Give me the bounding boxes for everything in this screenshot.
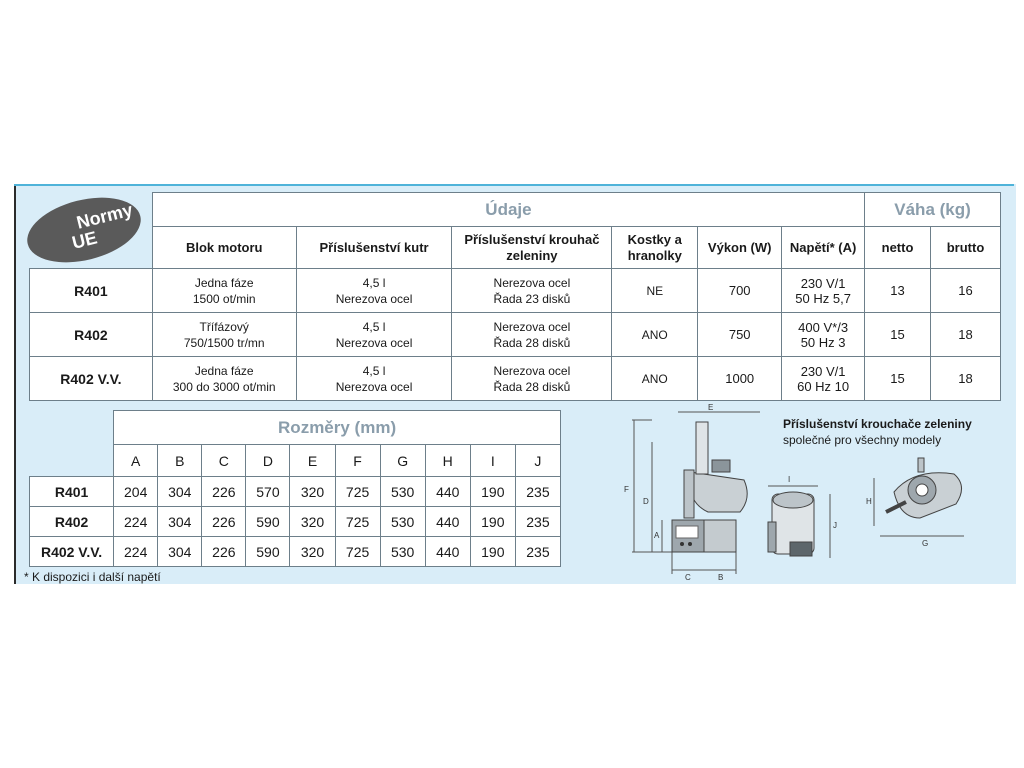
dim-value: 304 xyxy=(158,507,202,537)
dim-value: 235 xyxy=(515,537,560,567)
dim-value: 190 xyxy=(470,537,515,567)
dim-value: 440 xyxy=(425,477,470,507)
dim-value: 204 xyxy=(114,477,158,507)
voltage-cell: 230 V/1 60 Hz 10 xyxy=(782,357,865,401)
dim-label-c: C xyxy=(685,573,691,582)
dim-label-b: B xyxy=(718,573,724,582)
dim-value: 320 xyxy=(290,537,335,567)
slicer-cell: Nerezova ocel Řada 23 disků xyxy=(452,269,612,313)
badge-line2: UE xyxy=(69,227,100,253)
col-slicer: Příslušenství krouhač zeleniny xyxy=(452,227,612,269)
power-cell: 750 xyxy=(698,313,782,357)
dim-label-e: E xyxy=(708,403,714,412)
side-view-drawing xyxy=(760,472,840,572)
col-power: Výkon (W) xyxy=(698,227,782,269)
dim-label-i: I xyxy=(788,475,791,484)
dim-model-name: R402 V.V. xyxy=(30,537,114,567)
dim-value: 570 xyxy=(246,477,290,507)
col-voltage: Napětí* (A) xyxy=(782,227,865,269)
dim-col-header: I xyxy=(470,445,515,477)
power-cell: 1000 xyxy=(698,357,782,401)
cutter-cell: 4,5 l Nerezova ocel xyxy=(296,269,452,313)
dim-row xyxy=(30,477,561,507)
col-gross: brutto xyxy=(931,227,1001,269)
data-group-header: Údaje xyxy=(152,193,864,227)
dim-col-header: D xyxy=(246,445,290,477)
dice-cell: ANO xyxy=(612,313,698,357)
dim-row xyxy=(30,537,561,567)
dim-label-g: G xyxy=(922,539,929,548)
dim-value: 226 xyxy=(202,537,246,567)
dice-cell: NE xyxy=(612,269,698,313)
dim-col-header: B xyxy=(158,445,202,477)
panel-top-border xyxy=(14,184,1014,186)
dim-value: 226 xyxy=(202,477,246,507)
gross-weight-cell: 18 xyxy=(931,313,1001,357)
dim-value: 320 xyxy=(290,507,335,537)
dim-col-header: F xyxy=(335,445,380,477)
dice-cell: ANO xyxy=(612,357,698,401)
weight-group-header: Váha (kg) xyxy=(865,193,1001,227)
cutter-cell: 4,5 l Nerezova ocel xyxy=(296,313,452,357)
voltage-cell: 400 V*/3 50 Hz 3 xyxy=(782,313,865,357)
dim-value: 725 xyxy=(335,477,380,507)
dim-label-d: D xyxy=(643,497,649,506)
dim-label-f: F xyxy=(624,485,629,494)
dim-col-header: A xyxy=(114,445,158,477)
corner-cell xyxy=(30,193,153,227)
spec-table xyxy=(29,192,1001,401)
dimensions-title: Rozměry (mm) xyxy=(114,411,561,445)
dim-value: 224 xyxy=(114,507,158,537)
model-name: R402 xyxy=(30,313,153,357)
col-net: netto xyxy=(865,227,931,269)
dim-value: 590 xyxy=(246,537,290,567)
dim-col-header: E xyxy=(290,445,335,477)
net-weight-cell: 13 xyxy=(865,269,931,313)
gross-weight-cell: 16 xyxy=(931,269,1001,313)
badge-line1: Normy xyxy=(74,199,135,233)
dim-value: 226 xyxy=(202,507,246,537)
col-dice: Kostky a hranolky xyxy=(612,227,698,269)
dim-model-name: R401 xyxy=(30,477,114,507)
net-weight-cell: 15 xyxy=(865,313,931,357)
model-name: R402 V.V. xyxy=(30,357,153,401)
dim-value: 190 xyxy=(470,507,515,537)
dim-model-name: R402 xyxy=(30,507,114,537)
dim-label-j: J xyxy=(833,521,837,530)
motor-cell: Jedna fáze 1500 ot/min xyxy=(152,269,296,313)
cutter-cell: 4,5 l Nerezova ocel xyxy=(296,357,452,401)
dim-value: 235 xyxy=(515,507,560,537)
dim-value: 224 xyxy=(114,537,158,567)
dim-value: 440 xyxy=(425,537,470,567)
dim-label-h: H xyxy=(866,497,872,506)
power-cell: 700 xyxy=(698,269,782,313)
dim-value: 440 xyxy=(425,507,470,537)
net-weight-cell: 15 xyxy=(865,357,931,401)
dimensions-table xyxy=(29,410,561,567)
slicer-accessory-drawing xyxy=(864,452,974,548)
dim-col-header: C xyxy=(202,445,246,477)
dim-row xyxy=(30,507,561,537)
voltage-cell: 230 V/1 50 Hz 5,7 xyxy=(782,269,865,313)
motor-cell: Jedna fáze 300 do 3000 ot/min xyxy=(152,357,296,401)
dim-value: 304 xyxy=(158,477,202,507)
dim-value: 725 xyxy=(335,537,380,567)
spec-row xyxy=(30,313,1001,357)
accessory-subtitle: společné pro všechny modely xyxy=(783,433,942,447)
dim-value: 530 xyxy=(380,477,425,507)
spec-row xyxy=(30,269,1001,313)
machine-dimension-drawing xyxy=(612,402,772,582)
col-cutter: Příslušenství kutr xyxy=(296,227,452,269)
dim-value: 725 xyxy=(335,507,380,537)
col-motor: Blok motoru xyxy=(152,227,296,269)
dim-col-header: H xyxy=(425,445,470,477)
gross-weight-cell: 18 xyxy=(931,357,1001,401)
slicer-cell: Nerezova ocel Řada 28 disků xyxy=(452,313,612,357)
footnote: * K dispozici i další napětí xyxy=(24,570,161,584)
dim-value: 590 xyxy=(246,507,290,537)
dim-col-header: J xyxy=(515,445,560,477)
accessory-title: Příslušenství krouchače zeleniny xyxy=(783,417,972,431)
dim-value: 304 xyxy=(158,537,202,567)
dim-col-header: G xyxy=(380,445,425,477)
dim-value: 190 xyxy=(470,477,515,507)
dim-label-a: A xyxy=(654,531,660,540)
model-name: R401 xyxy=(30,269,153,313)
slicer-cell: Nerezova ocel Řada 28 disků xyxy=(452,357,612,401)
dim-value: 530 xyxy=(380,537,425,567)
dim-value: 235 xyxy=(515,477,560,507)
dim-value: 530 xyxy=(380,507,425,537)
dim-value: 320 xyxy=(290,477,335,507)
spec-row xyxy=(30,357,1001,401)
motor-cell: Třífázový 750/1500 tr/mn xyxy=(152,313,296,357)
